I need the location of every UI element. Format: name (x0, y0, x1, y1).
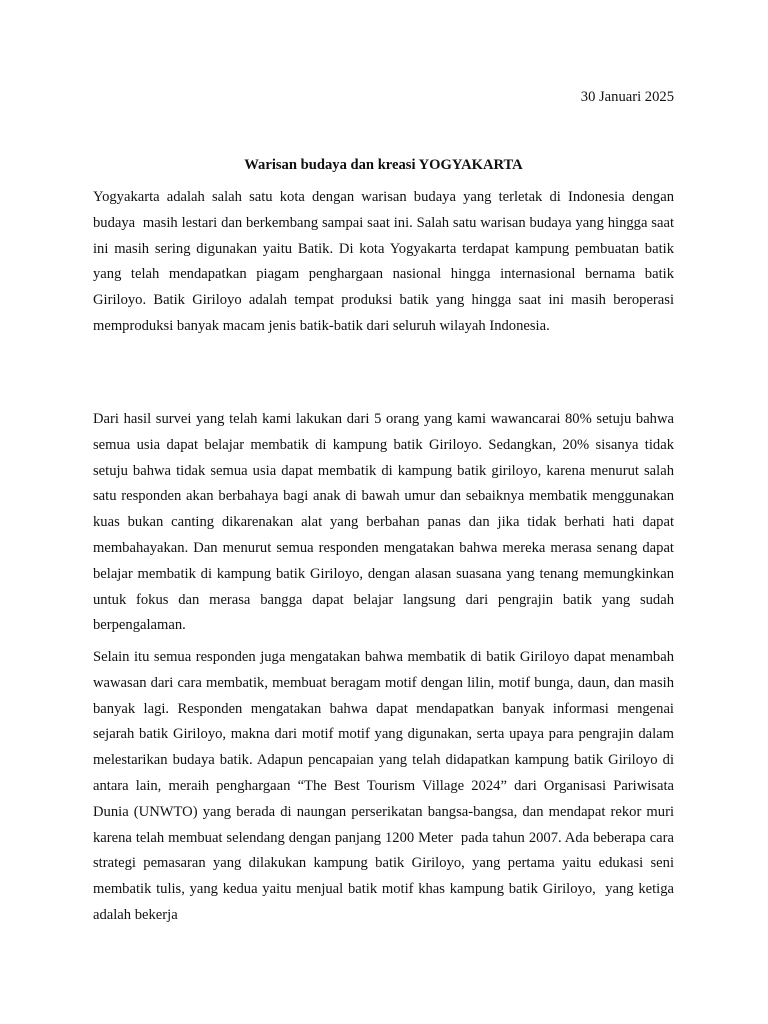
paragraph-responses: Selain itu semua responden juga mengatakan bahwa membatik di batik Giriloyo dapat menambah wawasan dari cara membatik, membuat beragam motif dengan lilin, motif bunga, daun, dan masih banyak lagi. Responden mengatakan bahwa dapat mendapatkan banyak informasi mengenai sejarah batik Giriloyo, makna dari motif motif yang digunakan, serta upaya para pengrajin dalam melestarikan budaya batik. Adapun pencapaian yang telah didapatkan kampung batik Giriloyo di antara lain, meraih penghargaan “The Best Tourism Village 2024” dari Organisasi Pariwisata Dunia (UNWTO) yang berada di naungan perserikatan bangsa-bangsa, dan mendapat rekor muri karena telah membuat selendang dengan panjang 1200 Meter pada tahun 2007. Ada beberapa cara strategi pemasaran yang dilakukan kampung batik Giriloyo, yang pertama yaitu edukasi seni membatik tulis, yang kedua yaitu menjual batik motif khas kampung batik Giriloyo, yang ketiga adalah bekerja (93, 649, 678, 923)
paragraph-intro: Yogyakarta adalah salah satu kota dengan warisan budaya yang terletak di Indonesia dengan budaya masih lestari dan berkembang sampai saat ini. Salah satu warisan budaya yang hingga saat ini masih sering digunakan yaitu Batik. Di kota Yogyakarta terdapat kampung pembuatan batik yang telah mendapatkan piagam penghargaan nasional hingga internasional bernama batik Giriloyo. Batik Giriloyo adalah tempat produksi batik yang hingga saat ini masih beroperasi memproduksi banyak macam jenis batik-batik dari seluruh wilayah Indonesia. (93, 189, 678, 334)
document-date: 30 Januari 2025 (580, 89, 674, 105)
document-page (93, 0, 678, 1024)
paragraph-survey: Dari hasil survei yang telah kami lakukan dari 5 orang yang kami wawancarai 80% setuju bahwa semua usia dapat belajar membatik di kampung batik Giriloyo. Sedangkan, 20% sisanya tidak setuju bahwa tidak semua usia dapat membatik di kampung batik giriloyo, karena menurut salah satu responden akan berbahaya bagi anak di bawah umur dan sebaiknya membatik menggunakan kuas bukan canting dikarenakan alat yang berbahan panas dan jika tidak berhati hati dapat membahayakan. Dan menurut semua responden mengatakan bahwa mereka merasa senang dapat belajar membatik di kampung batik Giriloyo, dengan alasan suasana yang tenang memungkinkan untuk fokus dan merasa bangga dapat belajar langsung dari pengrajin batik yang sudah berpengalaman. (93, 411, 678, 634)
document-title: Warisan budaya dan kreasi YOGYAKARTA (244, 157, 523, 173)
